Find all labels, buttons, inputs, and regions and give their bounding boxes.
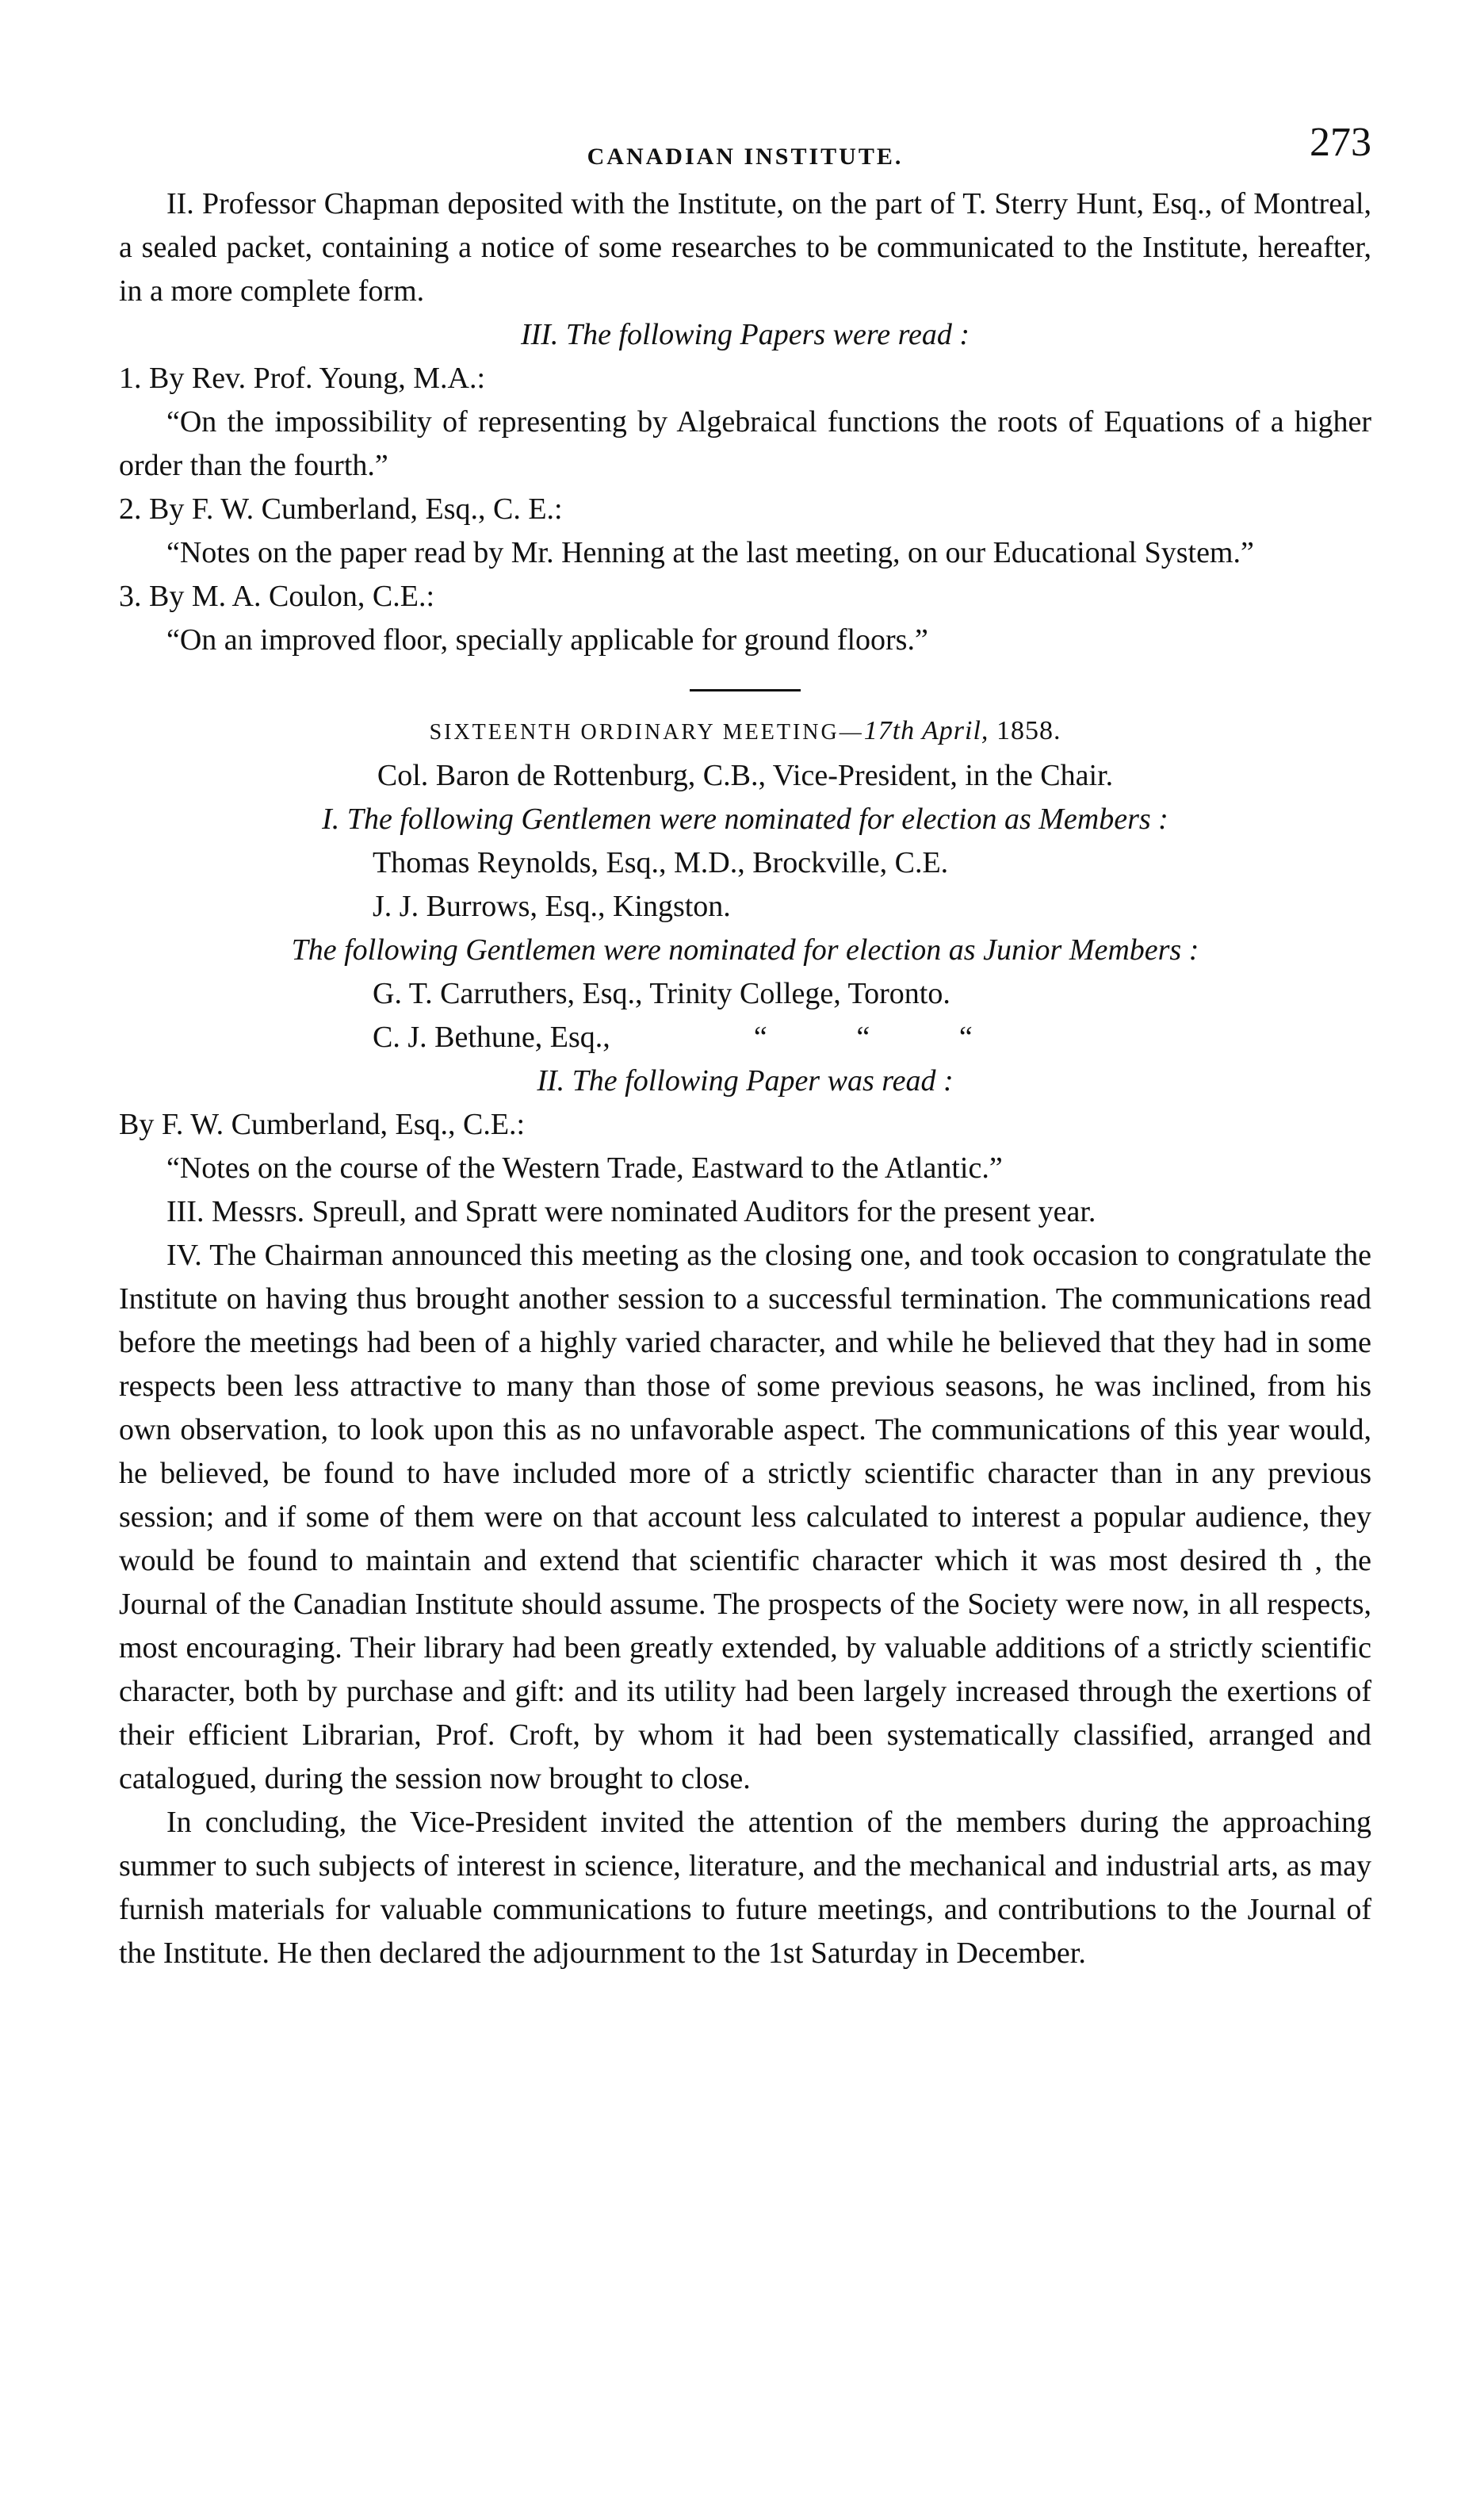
ditto-mark: “ <box>753 1021 767 1054</box>
junior-member-name: C. J. Bethune, Esq., <box>373 1021 610 1054</box>
paper-heading-text: II. The following Paper was read : <box>537 1064 954 1098</box>
junior-member-row <box>373 1016 1371 1059</box>
page-header <box>119 119 1371 174</box>
meeting-title-year: 1858. <box>989 716 1061 745</box>
paper-2-title: “Notes on the paper read by Mr. Henning at the last meeting, on our Educational System.” <box>166 536 1254 569</box>
running-head: CANADIAN INSTITUTE. <box>587 144 904 170</box>
page-number: 273 <box>1310 120 1371 165</box>
junior-members-heading-text: The following Gentlemen were nominated for election as Junior Members : <box>291 933 1199 967</box>
meeting-title-prefix: SIXTEENTH ORDINARY MEETING— <box>429 720 864 745</box>
paper-2-author: 2. By F. W. Cumberland, Esq., C. E.: <box>119 492 563 526</box>
document-page <box>119 119 1371 1975</box>
auditors-paragraph: III. Messrs. Spreull, and Spratt were nominated Auditors for the present year. <box>166 1195 1096 1228</box>
chairman-remarks: IV. The Chairman announced this meeting as the closing one, and took occasion to congratulate the Institute on having thus brought another session to a successful termination. The communications read before the meetings had been of a highly varied character, and while he believed that they had in some respects been less attractive to many than those of some previous seasons, he was inclined, from his own observation, to look upon this as no unfavorable aspect. The communications of this year would, he believed, be found to have included more of a strictly scientific character than in any previous session; and if some of them were on that account less calculated to interest a popular audience, they would be found to maintain and extend that scientific character which it was most desired th , the Journal of the Canadian Institute should assume. The prospects of the Society were now, in all respects, most encouraging. Their library had been greatly extended, by valuable additions of a strictly scientific character, both by purchase and gift: and its utility had been largely increased through the exertions of their efficient Librarian, Prof. Croft, by whom it had been systematically classified, arranged and catalogued, during the session now brought to close. <box>119 1239 1371 1795</box>
paper-1-author: 1. By Rev. Prof. Young, M.A.: <box>119 362 486 395</box>
junior-member-name: G. T. Carruthers, Esq., Trinity College, Toronto. <box>373 977 950 1010</box>
paper-heading <box>119 1059 1371 1103</box>
junior-members-list <box>119 972 1371 1059</box>
member-name: Thomas Reynolds, Esq., M.D., Brockville, C.E. <box>373 846 949 879</box>
concluding-paragraph: In concluding, the Vice-President invited the attention of the members during the approaching summer to such subjects of interest in science, literature, and the mechanical and industrial arts, as may furnish materials for valuable communications to future meetings, and contributions to the Journal of the Institute. He then declared the adjournment to the 1st Saturday in December. <box>119 1806 1371 1970</box>
members-list <box>119 841 1371 929</box>
meeting-title <box>119 709 1371 754</box>
members-heading <box>119 798 1371 841</box>
papers-heading-text: III. The following Papers were read : <box>520 318 970 351</box>
junior-members-heading <box>119 929 1371 972</box>
paper-author: By F. W. Cumberland, Esq., C.E.: <box>119 1108 526 1141</box>
paper-3-author: 3. By M. A. Coulon, C.E.: <box>119 580 434 613</box>
paper-3-title: “On an improved floor, specially applicable for ground floors.” <box>166 623 928 657</box>
meeting-chair: Col. Baron de Rottenburg, C.B., Vice-President, in the Chair. <box>377 759 1114 792</box>
members-heading-text: I. The following Gentlemen were nominated for election as Members : <box>322 803 1168 836</box>
meeting-title-date: 17th April, <box>863 716 989 745</box>
paper-title: “Notes on the course of the Western Trade, Eastward to the Atlantic.” <box>166 1151 1003 1185</box>
deposit-paragraph: II. Professor Chapman deposited with the Institute, on the part of T. Sterry Hunt, Esq., of Montreal, a sealed packet, containing a notice of some researches to be communicated to the Institute, hereafter, in a more complete form. <box>119 187 1371 308</box>
section-divider <box>690 689 801 691</box>
papers-heading <box>119 313 1371 357</box>
ditto-mark: “ <box>856 1021 870 1054</box>
paper-1-title: “On the impossibility of representing by Algebraical functions the roots of Equations of a higher order than the fourth.” <box>119 405 1371 482</box>
member-name: J. J. Burrows, Esq., Kingston. <box>373 890 731 923</box>
ditto-mark: “ <box>958 1021 973 1054</box>
